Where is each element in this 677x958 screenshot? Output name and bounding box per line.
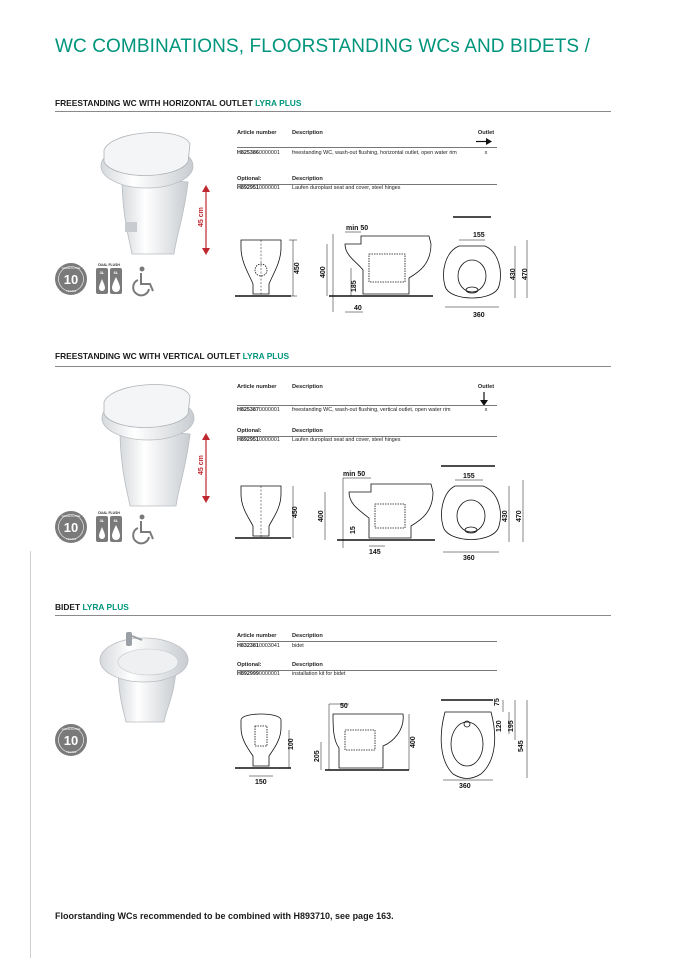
svg-text:DUAL FLUSH: DUAL FLUSH	[98, 511, 120, 515]
optional-description-header: Description	[292, 428, 323, 434]
svg-text:75: 75	[494, 698, 501, 706]
svg-text:430: 430	[502, 510, 509, 522]
guarantee-10-years-icon	[55, 511, 87, 543]
top-view	[441, 466, 523, 562]
section-title-main: FREESTANDING WC WITH HORIZONTAL OUTLET	[55, 98, 253, 108]
svg-text:40: 40	[354, 305, 362, 312]
front-view	[235, 714, 295, 786]
article-table-vertical	[237, 384, 497, 443]
height-marker-45cm	[192, 433, 220, 503]
outlet-mark: x	[484, 150, 488, 156]
col-header-article: Article number	[237, 384, 277, 390]
svg-text:450: 450	[294, 262, 301, 274]
technical-drawing-horizontal	[233, 212, 533, 322]
svg-text:155: 155	[473, 232, 485, 239]
side-view	[318, 471, 435, 556]
svg-text:min 50: min 50	[343, 471, 366, 478]
svg-text:10: 10	[63, 272, 79, 287]
guarantee-10-years-icon	[55, 263, 87, 295]
svg-text:3L: 3L	[99, 518, 105, 523]
svg-text:195: 195	[508, 720, 515, 732]
wheelchair-accessible-icon	[133, 515, 153, 544]
badge-row	[54, 260, 164, 298]
article-description: Laufen duroplast seat and cover, steel hinges	[292, 185, 401, 191]
article-number: H8323810003041	[237, 643, 280, 649]
svg-text:10: 10	[63, 733, 79, 748]
svg-text:400: 400	[318, 510, 325, 522]
section-title-horizontal	[55, 98, 301, 108]
outlet-mark: x	[484, 407, 488, 413]
svg-text:3L: 3L	[99, 270, 105, 275]
col-header-article: Article number	[237, 633, 277, 639]
svg-text:6L: 6L	[113, 518, 119, 523]
svg-text:450: 450	[292, 506, 299, 518]
svg-text:150: 150	[255, 779, 267, 786]
svg-text:400: 400	[410, 736, 417, 748]
horizontal-outlet-arrow-icon	[475, 138, 493, 145]
table-row	[237, 150, 497, 166]
article-table-horizontal	[237, 130, 497, 191]
col-header-description: Description	[292, 384, 323, 390]
table-row	[237, 671, 497, 679]
col-header-article: Article number	[237, 130, 277, 136]
table-row	[237, 185, 497, 193]
front-view	[235, 486, 299, 538]
page-title: WC COMBINATIONS, FLOORSTANDING WCs AND BIDETS /	[55, 36, 590, 57]
svg-text:470: 470	[516, 510, 523, 522]
article-number: H8929510000001	[237, 185, 280, 191]
svg-text:GUARANTEE: GUARANTEE	[61, 266, 81, 270]
article-number: H8253860000001	[237, 150, 280, 156]
side-view	[314, 703, 417, 770]
svg-text:YEARS: YEARS	[65, 289, 77, 293]
article-description: installation kit for bidet	[292, 671, 346, 677]
svg-text:min 50: min 50	[346, 225, 369, 232]
article-number: H8929510000001	[237, 437, 280, 443]
svg-text:205: 205	[314, 750, 321, 762]
col-header-outlet: Outlet	[477, 130, 495, 136]
svg-text:YEARS: YEARS	[65, 750, 77, 754]
section-title-accent: LYRA PLUS	[255, 98, 302, 108]
svg-text:6L: 6L	[113, 270, 119, 275]
svg-text:185: 185	[351, 280, 358, 292]
optional-header: Optional:	[237, 428, 262, 434]
svg-text:360: 360	[459, 783, 471, 790]
dual-flush-3l-6l-icon	[96, 511, 122, 542]
height-label: 45 cm	[198, 207, 205, 227]
section-title-accent: LYRA PLUS	[82, 602, 129, 612]
height-marker-45cm	[192, 185, 220, 255]
section-title-main: BIDET	[55, 602, 81, 612]
table-row	[237, 643, 497, 651]
article-description: Laufen duroplast seat and cover, steel hinges	[292, 437, 401, 443]
bidet-photo	[96, 626, 196, 726]
optional-header: Optional:	[237, 176, 262, 182]
svg-text:430: 430	[510, 268, 517, 280]
svg-text:120: 120	[496, 720, 503, 732]
article-description: freestanding WC, wash-out flushing, vertical outlet, open water rim	[292, 407, 451, 413]
dual-flush-3l-6l-icon	[96, 263, 122, 294]
top-view	[441, 698, 527, 790]
optional-description-header: Description	[292, 662, 323, 668]
section-title-main: FREESTANDING WC WITH VERTICAL OUTLET	[55, 351, 241, 361]
optional-header: Optional:	[237, 662, 262, 668]
top-view	[444, 217, 529, 319]
svg-text:15: 15	[350, 526, 357, 534]
table-row	[237, 407, 497, 415]
section-divider	[55, 615, 611, 616]
badge-row	[54, 722, 90, 758]
section-title-vertical	[55, 351, 289, 361]
section-divider	[55, 111, 611, 112]
svg-text:400: 400	[320, 266, 327, 278]
col-header-description: Description	[292, 633, 323, 639]
article-number: H8253870000001	[237, 407, 280, 413]
svg-text:10: 10	[63, 520, 79, 535]
technical-drawing-bidet	[233, 690, 533, 790]
guarantee-10-years-icon	[55, 724, 87, 756]
section-title-bidet	[55, 602, 129, 612]
wheelchair-accessible-icon	[133, 267, 153, 296]
side-view	[320, 225, 433, 312]
article-table-bidet	[237, 633, 497, 677]
front-view	[235, 240, 301, 296]
svg-text:360: 360	[473, 312, 485, 319]
svg-text:100: 100	[288, 738, 295, 750]
col-header-outlet: Outlet	[477, 384, 495, 390]
section-divider	[55, 366, 611, 367]
svg-text:470: 470	[522, 268, 529, 280]
height-label: 45 cm	[198, 455, 205, 475]
article-number: H8929990000001	[237, 671, 280, 677]
svg-text:50: 50	[340, 703, 348, 710]
article-description: bidet	[292, 643, 304, 649]
svg-text:155: 155	[463, 473, 475, 480]
svg-text:GUARANTEE: GUARANTEE	[61, 727, 81, 731]
footer-note: Floorstanding WCs recommended to be combined with H893710, see page 163.	[55, 911, 394, 921]
section-title-accent: LYRA PLUS	[242, 351, 290, 361]
article-description: freestanding WC, wash-out flushing, horizontal outlet, open water rim	[292, 150, 457, 156]
svg-text:360: 360	[463, 555, 475, 562]
badge-row	[54, 508, 164, 546]
optional-description-header: Description	[292, 176, 323, 182]
technical-drawing-vertical	[233, 464, 533, 564]
col-header-description: Description	[292, 130, 323, 136]
svg-text:545: 545	[518, 740, 525, 752]
page-edge-bar	[0, 551, 31, 958]
vertical-outlet-arrow-icon	[479, 392, 489, 406]
table-row	[237, 437, 497, 445]
svg-text:DUAL FLUSH: DUAL FLUSH	[98, 263, 120, 267]
svg-text:145: 145	[369, 549, 381, 556]
svg-text:GUARANTEE: GUARANTEE	[61, 514, 81, 518]
svg-text:YEARS: YEARS	[65, 537, 77, 541]
